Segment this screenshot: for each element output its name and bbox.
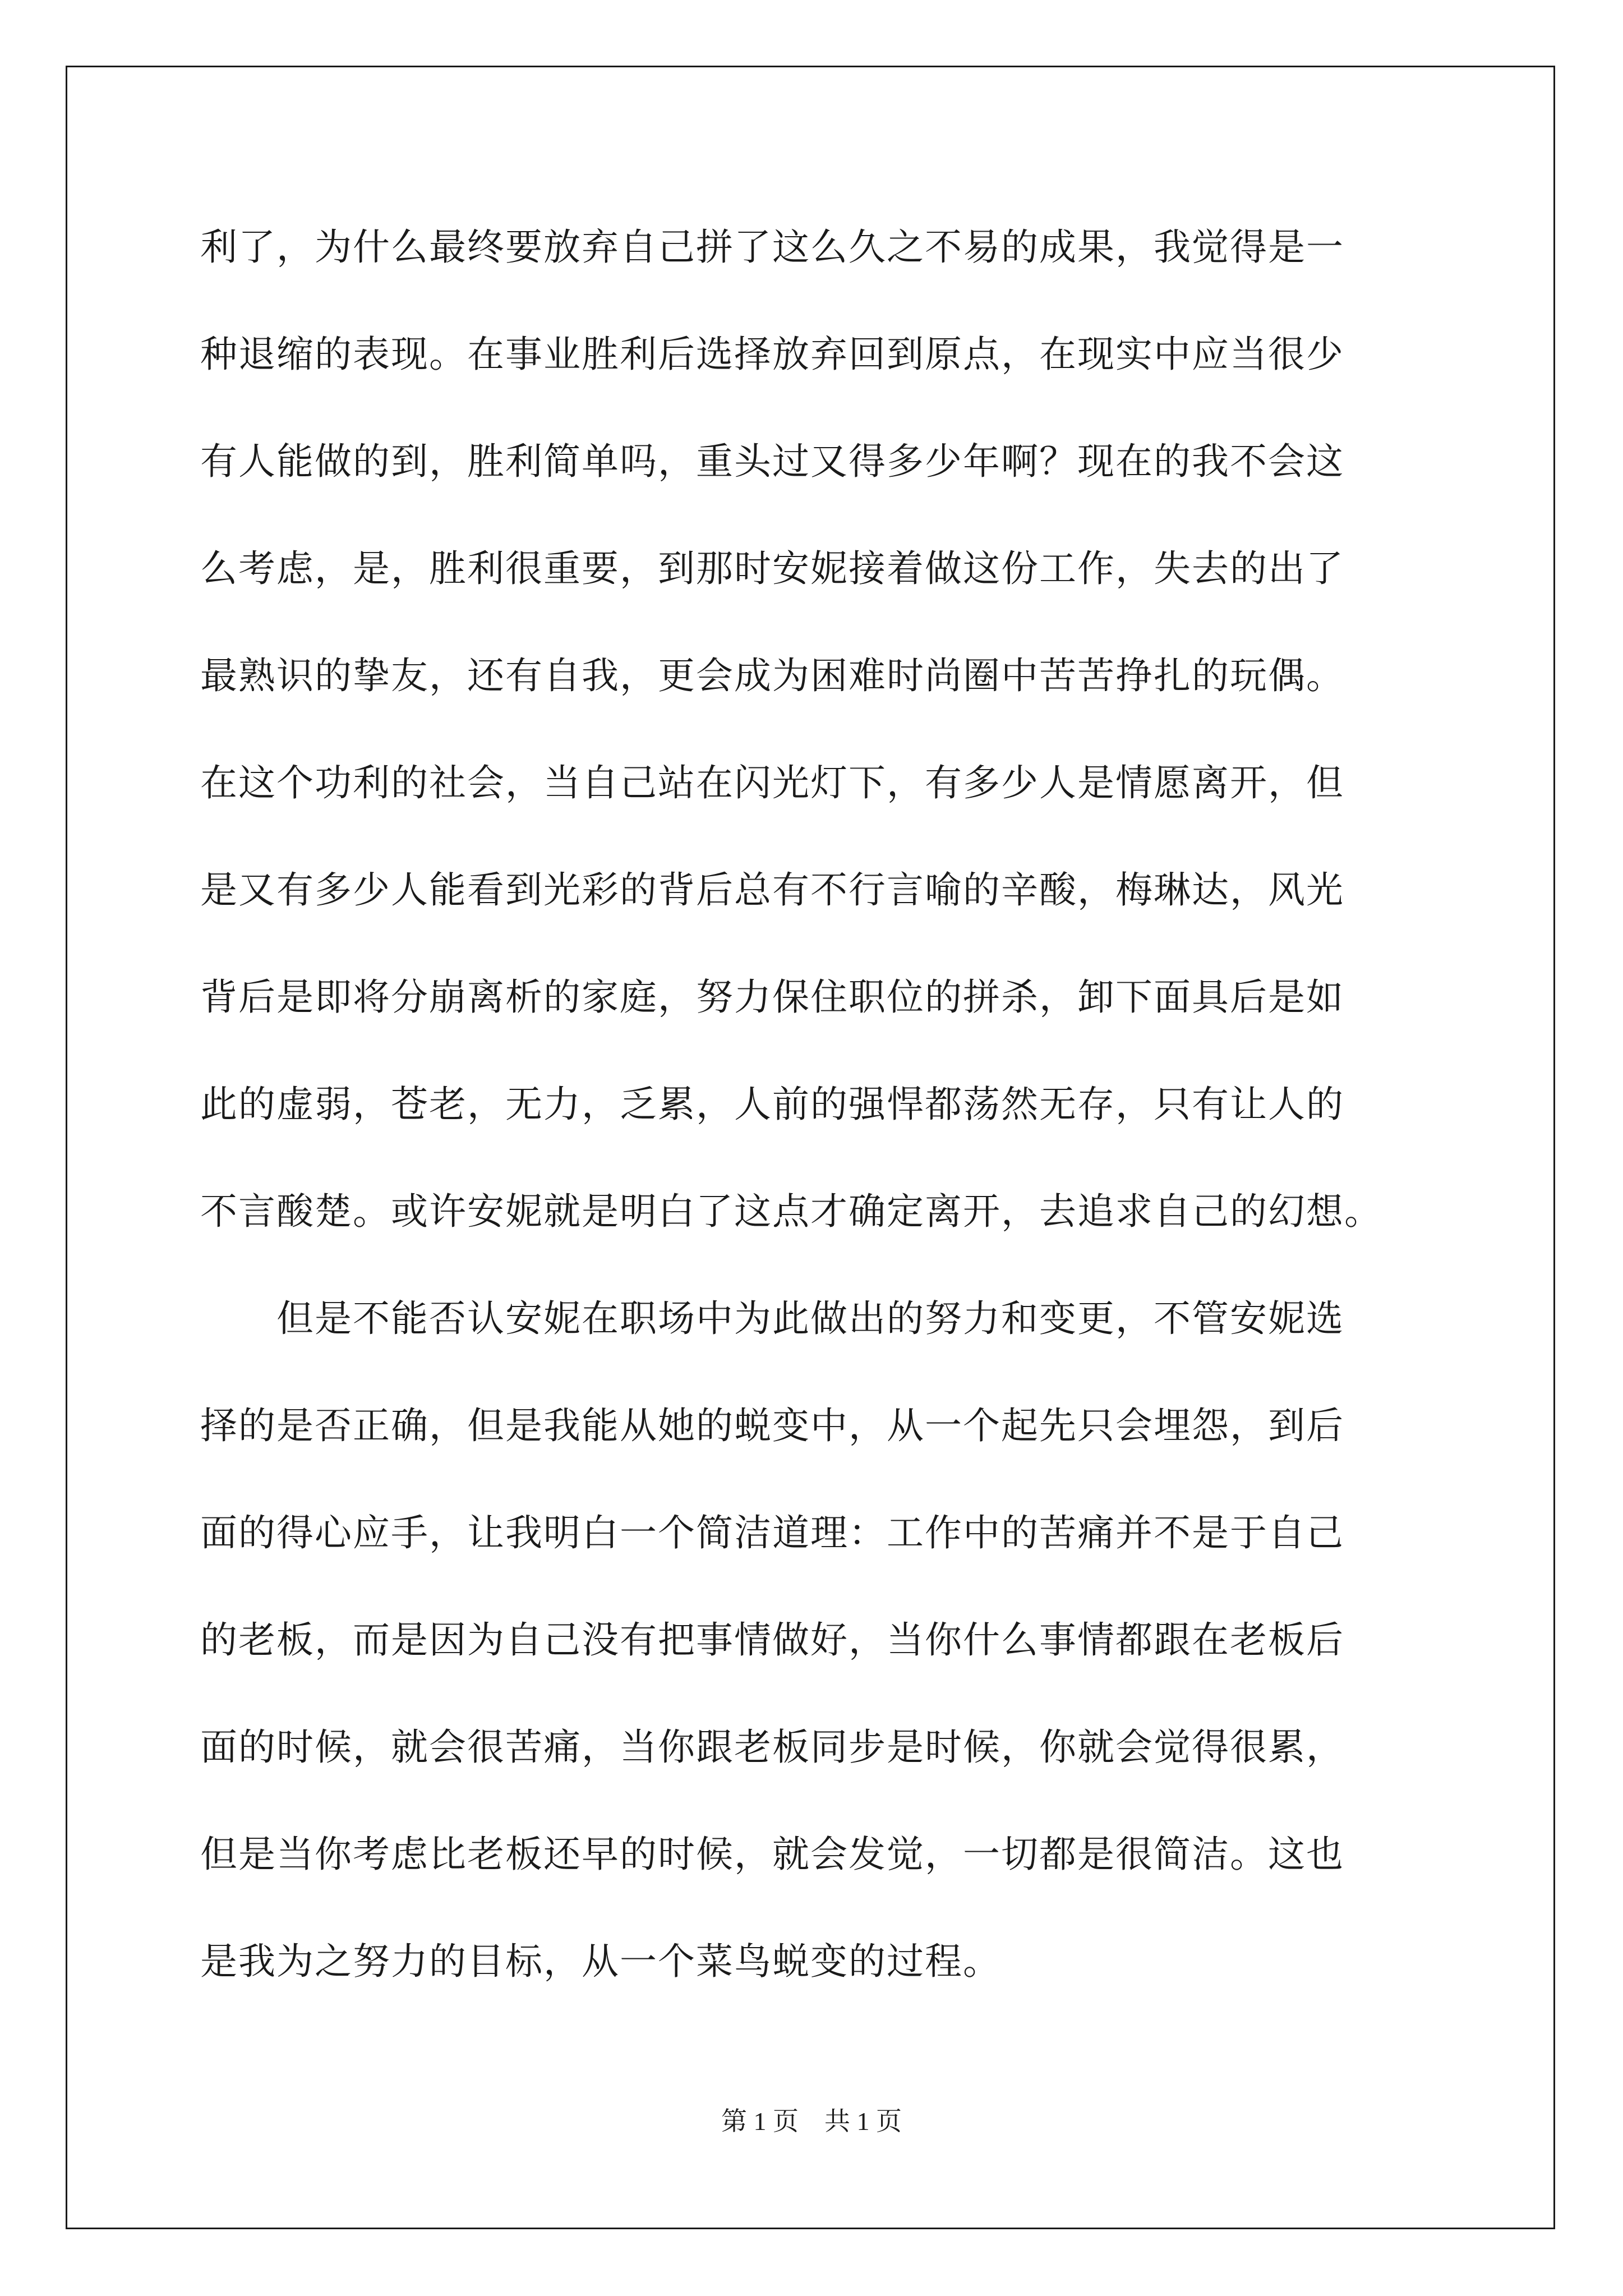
text-line: 不言酸楚。或许安妮就是明白了这点才确定离开，去追求自己的幻想。	[200, 1190, 1382, 1233]
text-line: 的老板，而是因为自己没有把事情做好，当你什么事情都跟在老板后	[200, 1618, 1344, 1662]
text-line: 种退缩的表现。在事业胜利后选择放弃回到原点，在现实中应当很少	[200, 333, 1344, 376]
text-line: 最熟识的挚友，还有自我，更会成为困难时尚圈中苦苦挣扎的玩偶。	[200, 654, 1344, 697]
text-line: 么考虑，是，胜利很重要，到那时安妮接着做这份工作，失去的出了	[200, 547, 1344, 590]
text-line: 有人能做的到，胜利简单吗，重头过又得多少年啊？现在的我不会这	[200, 440, 1344, 483]
text-line: 是我为之努力的目标，从一个菜鸟蜕变的过程。	[200, 1940, 1001, 1983]
document-body	[200, 194, 1440, 2015]
text-line: 面的时候，就会很苦痛，当你跟老板同步是时候，你就会觉得很累，	[200, 1726, 1344, 1769]
text-line: 在这个功利的社会，当自己站在闪光灯下，有多少人是情愿离开，但	[200, 761, 1344, 804]
text-line: 但是当你考虑比老板还早的时候，就会发觉，一切都是很简洁。这也	[200, 1833, 1344, 1876]
text-line: 是又有多少人能看到光彩的背后总有不行言喻的辛酸，梅琳达，风光	[200, 868, 1344, 912]
text-line: 面的得心应手，让我明白一个简洁道理：工作中的苦痛并不是于自己	[200, 1511, 1344, 1554]
text-line: 但是不能否认安妮在职场中为此做出的努力和变更，不管安妮选	[200, 1297, 1344, 1340]
text-line: 背后是即将分崩离析的家庭，努力保住职位的拼杀，卸下面具后是如	[200, 976, 1344, 1019]
text-line: 此的虚弱，苍老，无力，乏累，人前的强悍都荡然无存，只有让人的	[200, 1083, 1344, 1126]
page-number: 第 1 页 共 1 页	[721, 2107, 902, 2136]
text-line: 择的是否正确，但是我能从她的蜕变中，从一个起先只会埋怨，到后	[200, 1404, 1344, 1447]
text-line: 利了，为什么最终要放弃自己拼了这么久之不易的成果，我觉得是一	[200, 226, 1344, 269]
page-footer	[0, 2101, 1623, 2138]
